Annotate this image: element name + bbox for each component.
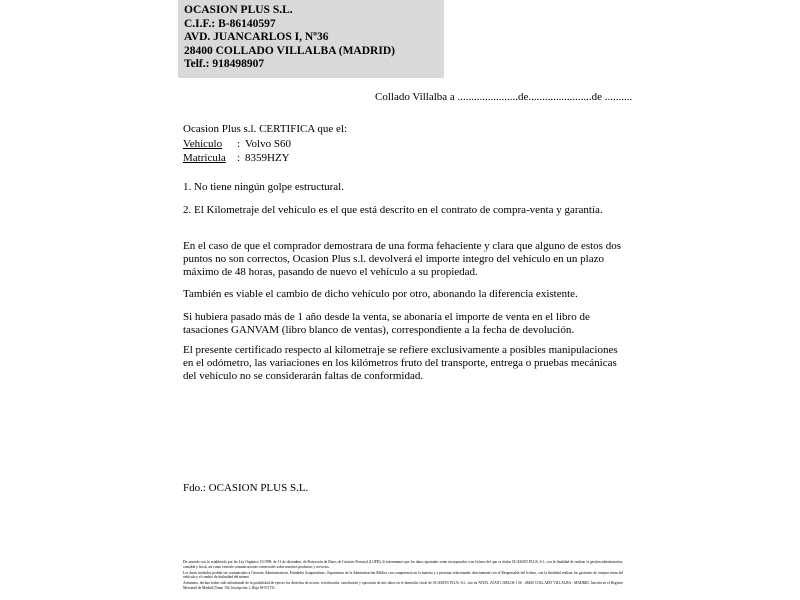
- plate-field-label: Matricula: [183, 152, 226, 164]
- clause-item-1: 1. No tiene ningún golpe estructural.: [183, 181, 344, 193]
- legal-notice: [183, 560, 623, 592]
- legal-paragraph-2: Los datos incluidos podrán ser comunicados a Gestores Administrativos, Entidades Aseguradoras, Organismos de la Administración Pública con competencia en la materia y a personas relacionadas directamente con el Responsable del fichero, con la finalidad realizar los gestiones de compra venta del vehículo y el cambio de titularidad del mismo.: [183, 570, 623, 580]
- signature-line: Fdo.: OCASION PLUS S.L.: [183, 482, 309, 494]
- letterhead-block: [178, 0, 444, 78]
- paragraph-refund: En el caso de que el comprador demostrara de una forma fehaciente y clara que alguno de estos dos puntos no son correctos, Ocasion Plus s.l. devolverá el importe integro del vehículo en un plazo máximo de 48 horas, pasando de nuevo el vehículo a su propiedad.: [183, 240, 621, 279]
- plate-field-value: 8359HZY: [245, 152, 290, 164]
- company-street: AVD. JUANCARLOS I, Nº36: [184, 31, 329, 44]
- legal-paragraph-3: Asimismo, declaro haber sido informando de la posibilidad de ejercer los derechos de acceso, rectificación, cancelación y oposición de mis datos en el domicilio fiscal de OCASION PLUS, S.L. sito en AVDA. JUAN CARLOS I 36 - 28400 COLLADO VILLALBA - MADRID. Inscrita en el Registro Mercantil de Madrid (Tomo 156, Inscripción 1, Hoja M-511731.: [183, 581, 623, 590]
- paragraph-ganvam: Si hubiera pasado más de 1 año desde la venta, se abonaría el importe de venta en el libro de tasaciones GANVAM (libro blanco de ventas), correspondiente a la fecha de devolución.: [183, 311, 590, 337]
- vehicle-field-value: Volvo S60: [245, 138, 291, 150]
- place-and-date-line: Collado Villalba a ......................de.......................de ..........: [375, 91, 633, 103]
- plate-field-row: [183, 152, 290, 164]
- vehicle-field-separator: :: [237, 138, 241, 150]
- paragraph-odometer: El presente certificado respecto al kilometraje se refiere exclusivamente a posibles manipulaciones en el odómetro, las variaciones en los kilómetros fruto del transporte, entrega o pruebas mecánicas del vehículo no se considerarán faltas de conformidad.: [183, 344, 618, 383]
- legal-paragraph-1: De acuerdo con lo establecido por las Ley Orgánica 15/1999, de 13 de diciembre, de Protección de Datos de Carácter Personal (LOPD), le informamos que los datos aportados serán incorporados a un fichero del que es titular OCASION PLUS, S.L. con la finalidad de realizar la gestión administrativa, contable y fiscal, así como enviarle comunicaciones comerciales sobre nuestros productos y servicios.: [183, 560, 623, 569]
- company-cif: C.I.F.: B-86140597: [184, 17, 276, 30]
- clause-item-2: 2. El Kilometraje del vehículo es el que está descrito en el contrato de compra-venta y garantía.: [183, 204, 603, 216]
- company-city: 28400 COLLADO VILLALBA (MADRID): [184, 44, 395, 57]
- plate-field-separator: :: [237, 152, 241, 164]
- company-phone: Telf.: 918498907: [184, 58, 265, 71]
- company-name: OCASION PLUS S.L.: [184, 4, 293, 16]
- certifies-line: Ocasion Plus s.l. CERTIFICA que el:: [183, 123, 348, 135]
- paragraph-exchange: También es viable el cambio de dicho vehículo por otro, abonando la diferencia existente.: [183, 288, 578, 300]
- vehicle-field-label: Vehiculo: [183, 138, 223, 150]
- vehicle-field-row: [183, 138, 291, 150]
